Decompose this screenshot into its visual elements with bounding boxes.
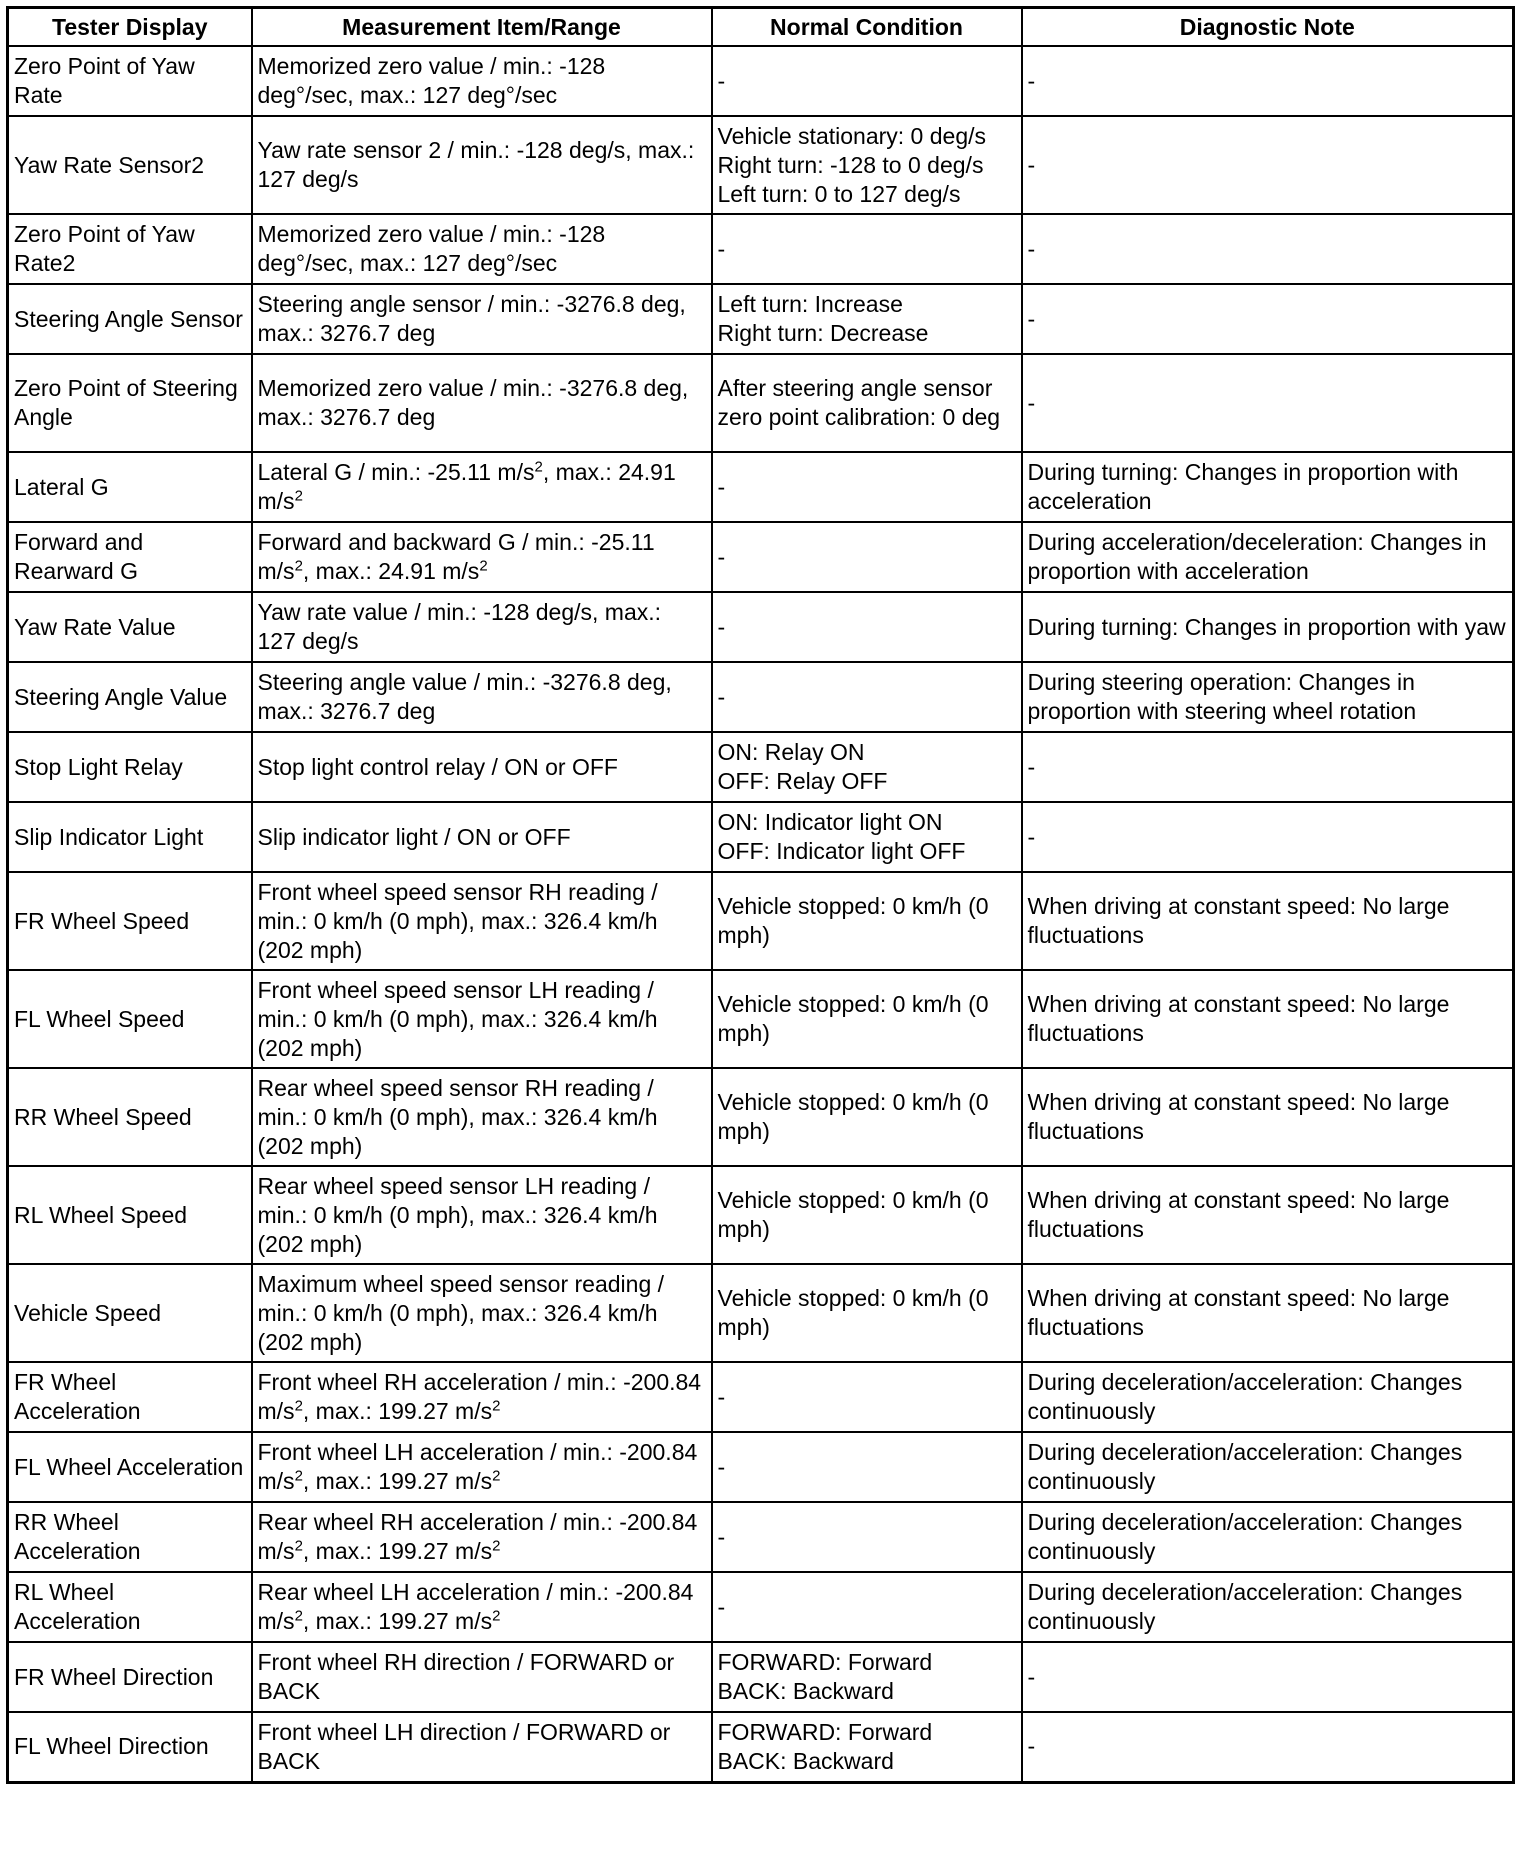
cell-text: During turning: Changes in proportion with acceleration [1027, 459, 1459, 514]
cell-text: Maximum wheel speed sensor reading / min.: 0 km/h (0 mph), max.: 326.4 km/h (202 mph) [257, 1270, 665, 1355]
table-row [8, 354, 1514, 452]
cell-text: ON: Relay ON [717, 739, 865, 765]
cell-text: Memorized zero value / min.: -128 deg°/sec, max.: 127 deg°/sec [257, 53, 606, 108]
cell-text: Steering Angle Sensor [14, 305, 243, 332]
diagnostic-note-cell [1022, 1502, 1514, 1572]
table-row [8, 284, 1514, 354]
cell-text: - [1027, 823, 1036, 850]
cell-text: FORWARD: Forward [717, 1718, 933, 1745]
cell-text: Stop Light Relay [14, 753, 183, 780]
table-row [8, 452, 1514, 522]
cell-text: - [1027, 753, 1036, 780]
column-header-normal-condition: Normal Condition [712, 8, 1022, 47]
normal-condition-cell [712, 116, 1022, 214]
cell-text: Forward and backward G / min.: -25.11 $m/s^2$, max.: 24.91 $m/s^2$ [257, 529, 655, 584]
table-row [8, 970, 1514, 1068]
cell-text: - [1027, 1663, 1036, 1690]
cell-text: After steering angle sensor zero point calibration: 0 deg [717, 375, 1001, 430]
table-row [8, 592, 1514, 662]
normal-condition-cell [712, 1068, 1022, 1166]
diagnostic-note-cell [1022, 522, 1514, 592]
normal-condition-cell [712, 1712, 1022, 1782]
normal-condition-cell [712, 1642, 1022, 1712]
cell-text: ON: Indicator light ON [717, 809, 943, 835]
measurement-range-cell [252, 662, 712, 732]
normal-condition-cell [712, 1362, 1022, 1432]
cell-text: Lateral G [14, 473, 109, 500]
measurement-range-cell [252, 872, 712, 970]
tester-display-cell [8, 1502, 252, 1572]
cell-text: Right turn: -128 to 0 deg/s [717, 151, 984, 178]
diagnostic-note-cell [1022, 1432, 1514, 1502]
normal-condition-cell [712, 732, 1022, 802]
tester-display-cell [8, 116, 252, 214]
cell-text: During deceleration/acceleration: Changes continuously [1027, 1579, 1463, 1634]
table-row [8, 1166, 1514, 1264]
cell-text: Front wheel RH acceleration / min.: -200.84 $m/s^2$, max.: 199.27 $m/s^2$ [257, 1369, 702, 1424]
cell-text: FL Wheel Speed [14, 1005, 185, 1032]
cell-text: Slip Indicator Light [14, 823, 204, 850]
tester-display-cell [8, 1642, 252, 1712]
tester-display-cell [8, 452, 252, 522]
normal-condition-cell [712, 1264, 1022, 1362]
diagnostic-note-cell [1022, 1264, 1514, 1362]
column-header-diagnostic-note: Diagnostic Note [1022, 8, 1514, 47]
tester-display-cell [8, 1432, 252, 1502]
normal-condition-cell [712, 1166, 1022, 1264]
measurement-range-cell [252, 732, 712, 802]
cell-text: Yaw rate sensor 2 / min.: -128 deg/s, max.: 127 deg/s [257, 137, 695, 192]
diagnostic-note-cell [1022, 1068, 1514, 1166]
cell-text: Front wheel RH direction / FORWARD or BACK [257, 1649, 675, 1704]
column-header-measurement-item: Measurement Item/Range [252, 8, 712, 47]
tester-display-cell [8, 1362, 252, 1432]
tester-display-cell [8, 522, 252, 592]
cell-text: BACK: Backward [717, 1747, 894, 1774]
cell-text: BACK: Backward [717, 1678, 894, 1704]
table-row [8, 1642, 1514, 1712]
cell-text: FR Wheel Speed [14, 907, 190, 934]
cell-text: Rear wheel speed sensor LH reading / min.: 0 km/h (0 mph), max.: 326.4 km/h (202 mph) [257, 1172, 658, 1257]
cell-text: Stop light control relay / ON or OFF [257, 753, 618, 780]
tester-display-cell [8, 354, 252, 452]
measurement-range-cell [252, 354, 712, 452]
cell-text: Vehicle stopped: 0 km/h (0 mph) [717, 991, 989, 1046]
cell-text: When driving at constant speed: No large fluctuations [1027, 1285, 1450, 1340]
diagnostic-note-cell [1022, 284, 1514, 354]
cell-text: When driving at constant speed: No large fluctuations [1027, 991, 1450, 1046]
measurement-range-cell [252, 1642, 712, 1712]
cell-text: - [1027, 305, 1036, 332]
table-row [8, 1572, 1514, 1642]
measurement-range-cell [252, 1362, 712, 1432]
cell-text: Vehicle Speed [14, 1299, 162, 1326]
cell-text: - [1027, 67, 1036, 94]
diagnostic-note-cell [1022, 732, 1514, 802]
cell-text: During deceleration/acceleration: Changes continuously [1027, 1509, 1463, 1564]
measurement-range-cell [252, 1712, 712, 1782]
table-row [8, 1264, 1514, 1362]
document-page [6, 6, 1515, 1784]
tester-display-cell [8, 1068, 252, 1166]
header-row [8, 8, 1514, 47]
diagnostic-note-cell [1022, 1712, 1514, 1782]
cell-text: Memorized zero value / min.: -3276.8 deg, max.: 3276.7 deg [257, 375, 689, 430]
measurement-range-cell [252, 452, 712, 522]
cell-text: During deceleration/acceleration: Changes continuously [1027, 1439, 1463, 1494]
table-row [8, 732, 1514, 802]
cell-text: RR Wheel Acceleration [14, 1509, 141, 1564]
cell-text: - [717, 473, 726, 500]
cell-text: Right turn: Decrease [717, 320, 929, 346]
cell-text: When driving at constant speed: No large fluctuations [1027, 1187, 1450, 1242]
cell-text: FR Wheel Direction [14, 1663, 214, 1690]
table-row [8, 662, 1514, 732]
diagnostic-note-cell [1022, 354, 1514, 452]
cell-text: - [1027, 1733, 1036, 1760]
normal-condition-cell [712, 1572, 1022, 1642]
cell-text: Front wheel speed sensor LH reading / min.: 0 km/h (0 mph), max.: 326.4 km/h (202 mph) [257, 976, 658, 1061]
cell-text: OFF: Relay OFF [717, 768, 888, 794]
cell-text: Left turn: Increase [717, 291, 903, 317]
measurement-range-cell [252, 1264, 712, 1362]
cell-text: OFF: Indicator light OFF [717, 838, 966, 864]
table-row [8, 1712, 1514, 1782]
tester-display-cell [8, 1572, 252, 1642]
tester-display-cell [8, 214, 252, 284]
table-row [8, 1068, 1514, 1166]
cell-text: During deceleration/acceleration: Changes continuously [1027, 1369, 1463, 1424]
cell-text: Lateral G / min.: -25.11 $m/s^2$, max.: 24.91 $m/s^2$ [257, 458, 676, 514]
normal-condition-cell [712, 522, 1022, 592]
diagnostic-note-cell [1022, 872, 1514, 970]
measurement-range-cell [252, 592, 712, 662]
cell-text: Front wheel LH direction / FORWARD or BACK [257, 1718, 671, 1774]
cell-text: Vehicle stopped: 0 km/h (0 mph) [717, 1285, 989, 1340]
measurement-range-cell [252, 522, 712, 592]
cell-text: Steering angle value / min.: -3276.8 deg, max.: 3276.7 deg [257, 669, 672, 724]
cell-text: - [717, 1523, 726, 1550]
cell-text: - [1027, 389, 1036, 416]
diagnostic-note-cell [1022, 214, 1514, 284]
table-row [8, 1362, 1514, 1432]
cell-text: During acceleration/deceleration: Changes in proportion with acceleration [1027, 529, 1487, 584]
cell-text: Zero Point of Steering Angle [14, 375, 238, 430]
cell-text: FL Wheel Direction [14, 1733, 209, 1760]
normal-condition-cell [712, 872, 1022, 970]
cell-text: RL Wheel Speed [14, 1201, 188, 1228]
normal-condition-cell [712, 452, 1022, 522]
tester-display-cell [8, 592, 252, 662]
tester-display-cell [8, 1264, 252, 1362]
cell-text: Vehicle stationary: 0 deg/s [717, 122, 986, 149]
tester-display-cell [8, 284, 252, 354]
cell-text: During turning: Changes in proportion with yaw [1027, 613, 1506, 640]
column-header-tester-display: Tester Display [8, 8, 252, 47]
normal-condition-cell [712, 662, 1022, 732]
cell-text: Yaw rate value / min.: -128 deg/s, max.: 127 deg/s [257, 599, 662, 654]
diagnostic-note-cell [1022, 46, 1514, 116]
cell-text: Steering angle sensor / min.: -3276.8 deg, max.: 3276.7 deg [257, 291, 686, 346]
diagnostic-note-cell [1022, 1642, 1514, 1712]
measurement-range-cell [252, 284, 712, 354]
diagnostic-note-cell [1022, 452, 1514, 522]
cell-text: Rear wheel RH acceleration / min.: -200.84 $m/s^2$, max.: 199.27 $m/s^2$ [257, 1509, 698, 1564]
normal-condition-cell [712, 46, 1022, 116]
tester-display-cell [8, 1166, 252, 1264]
measurement-range-cell [252, 214, 712, 284]
table-row [8, 214, 1514, 284]
cell-text: - [717, 1593, 726, 1620]
measurement-range-cell [252, 1068, 712, 1166]
measurement-range-cell [252, 46, 712, 116]
cell-text: Yaw Rate Value [14, 613, 176, 640]
cell-text: Rear wheel LH acceleration / min.: -200.84 $m/s^2$, max.: 199.27 $m/s^2$ [257, 1579, 694, 1634]
normal-condition-cell [712, 1502, 1022, 1572]
cell-text: Zero Point of Yaw Rate2 [14, 221, 195, 276]
cell-text: FORWARD: Forward [717, 1649, 933, 1675]
cell-text: - [1027, 151, 1036, 178]
normal-condition-cell [712, 354, 1022, 452]
cell-text: Forward and Rearward G [14, 529, 144, 584]
cell-text: Yaw Rate Sensor2 [14, 151, 205, 178]
table-row [8, 116, 1514, 214]
cell-text: - [717, 1453, 726, 1480]
table-row [8, 802, 1514, 872]
cell-text: Memorized zero value / min.: -128 deg°/sec, max.: 127 deg°/sec [257, 221, 606, 276]
tester-display-cell [8, 732, 252, 802]
data-list-table [6, 6, 1515, 1784]
cell-text: - [717, 683, 726, 710]
measurement-range-cell [252, 802, 712, 872]
cell-text: Rear wheel speed sensor RH reading / min.: 0 km/h (0 mph), max.: 326.4 km/h (202 mph) [257, 1074, 658, 1159]
diagnostic-note-cell [1022, 802, 1514, 872]
cell-text: FR Wheel Acceleration [14, 1369, 141, 1424]
cell-text: Front wheel LH acceleration / min.: -200.84 $m/s^2$, max.: 199.27 $m/s^2$ [257, 1439, 698, 1494]
table-row [8, 1502, 1514, 1572]
cell-text: Steering Angle Value [14, 683, 228, 710]
table-row [8, 522, 1514, 592]
measurement-range-cell [252, 1572, 712, 1642]
cell-text: Vehicle stopped: 0 km/h (0 mph) [717, 1089, 989, 1144]
normal-condition-cell [712, 592, 1022, 662]
tester-display-cell [8, 662, 252, 732]
diagnostic-note-cell [1022, 1362, 1514, 1432]
cell-text: RL Wheel Acceleration [14, 1579, 141, 1634]
tester-display-cell [8, 1712, 252, 1782]
cell-text: Left turn: 0 to 127 deg/s [717, 180, 961, 207]
measurement-range-cell [252, 1502, 712, 1572]
cell-text: - [717, 1383, 726, 1410]
measurement-range-cell [252, 116, 712, 214]
diagnostic-note-cell [1022, 116, 1514, 214]
cell-text: FL Wheel Acceleration [14, 1453, 244, 1480]
table-body [8, 46, 1514, 1782]
normal-condition-cell [712, 1432, 1022, 1502]
cell-text: During steering operation: Changes in proportion with steering wheel rotation [1027, 669, 1417, 724]
cell-text: Vehicle stopped: 0 km/h (0 mph) [717, 893, 989, 948]
normal-condition-cell [712, 214, 1022, 284]
tester-display-cell [8, 802, 252, 872]
tester-display-cell [8, 970, 252, 1068]
measurement-range-cell [252, 1432, 712, 1502]
cell-text: Zero Point of Yaw Rate [14, 53, 195, 108]
measurement-range-cell [252, 970, 712, 1068]
table-row [8, 1432, 1514, 1502]
cell-text: - [717, 235, 726, 262]
cell-text: - [717, 613, 726, 640]
diagnostic-note-cell [1022, 970, 1514, 1068]
diagnostic-note-cell [1022, 592, 1514, 662]
cell-text: When driving at constant speed: No large fluctuations [1027, 1089, 1450, 1144]
cell-text: Front wheel speed sensor RH reading / min.: 0 km/h (0 mph), max.: 326.4 km/h (202 mph) [257, 878, 658, 963]
table-row [8, 872, 1514, 970]
cell-text: Vehicle stopped: 0 km/h (0 mph) [717, 1187, 989, 1242]
cell-text: Slip indicator light / ON or OFF [257, 823, 571, 850]
normal-condition-cell [712, 284, 1022, 354]
cell-text: - [717, 67, 726, 94]
cell-text: When driving at constant speed: No large fluctuations [1027, 893, 1450, 948]
cell-text: - [717, 543, 726, 570]
measurement-range-cell [252, 1166, 712, 1264]
cell-text: - [1027, 235, 1036, 262]
tester-display-cell [8, 872, 252, 970]
table-row [8, 46, 1514, 116]
diagnostic-note-cell [1022, 1166, 1514, 1264]
normal-condition-cell [712, 802, 1022, 872]
diagnostic-note-cell [1022, 1572, 1514, 1642]
cell-text: RR Wheel Speed [14, 1103, 192, 1130]
normal-condition-cell [712, 970, 1022, 1068]
tester-display-cell [8, 46, 252, 116]
diagnostic-note-cell [1022, 662, 1514, 732]
